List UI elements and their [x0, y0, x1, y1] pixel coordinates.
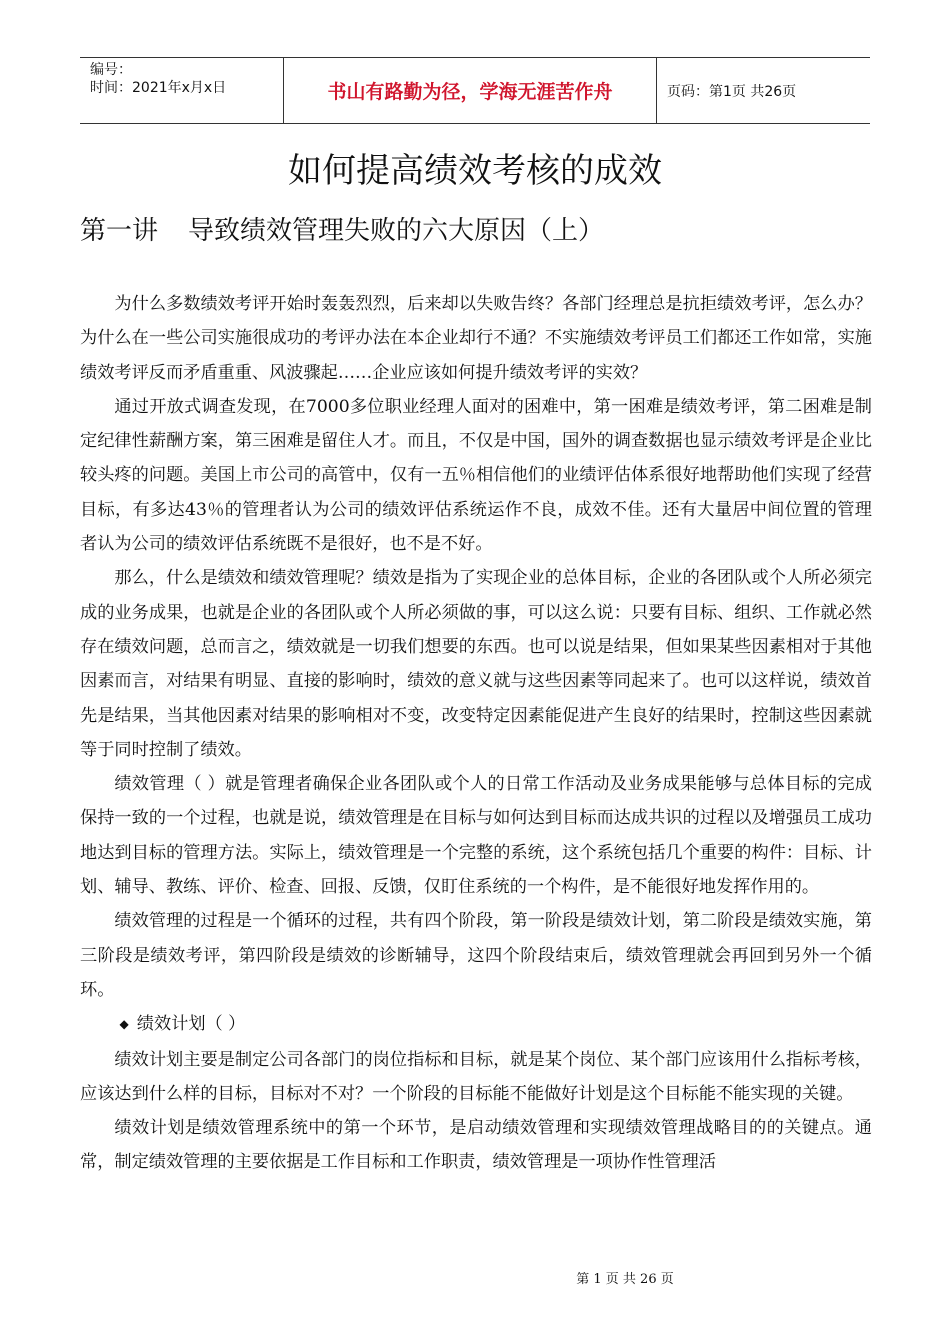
document-body [80, 287, 872, 1180]
paragraph: 通过开放式调查发现，在7000多位职业经理人面对的困难中，第一困难是绩效考评，第二困难是制定纪律性薪酬方案，第三困难是留住人才。而且，不仅是中国，国外的调查数据也显示绩效考评是企业比较头疼的问题。美国上市公司的高管中，仅有一五％相信他们的业绩评估体系很好地帮助他们实现了经营目标，有多达43％的管理者认为公司的绩效评估系统运作不良，成效不佳。还有大量居中间位置的管理者认为公司的绩效评估系统既不是很好，也不是不好。 [80, 396, 872, 555]
bullet-item [80, 1007, 872, 1042]
lecture-number: 第一讲 [80, 216, 159, 246]
paragraph: 绩效管理（ ）就是管理者确保企业各团队或个人的日常工作活动及业务成果能够与总体目标的完成保持一致的一个过程，也就是说，绩效管理是在目标与如何达到目标而达成共识的过程以及增强员工成功地达到目标的管理方法。实际上，绩效管理是一个完整的系统，这个系统包括几个重要的构件：目标、计划、辅导、教练、评价、检查、回报、反馈，仅盯住系统的一个构件，是不能很好地发挥作用的。 [80, 774, 872, 898]
bullet-text: 绩效计划（ ） [136, 1014, 246, 1035]
paragraph: 为什么多数绩效考评开始时轰轰烈烈，后来却以失败告终？各部门经理总是抗拒绩效考评，怎么办？为什么在一些公司实施很成功的考评办法在本企业却行不通？不实施绩效考评员工们都还工作如常，实施绩效考评反而矛盾重重、风波骤起……企业应该如何提升绩效考评的实效？ [80, 294, 872, 383]
diamond-bullet-icon: ◆ [119, 1017, 129, 1032]
paragraph: 绩效计划主要是制定公司各部门的岗位指标和目标，就是某个岗位、某个部门应该用什么指标考核，应该达到什么样的目标，目标对不对？一个阶段的目标能不能做好计划是这个目标能不能实现的关键。 [80, 1049, 872, 1104]
header-motto: 书山有路勤为径，学海无涯苦作舟 [283, 58, 657, 123]
page-footer: 第 1 页 共 26 页 [576, 1272, 674, 1287]
header-meta [80, 58, 283, 123]
lecture-heading [80, 212, 870, 250]
document-title: 如何提高绩效考核的成效 [288, 151, 662, 191]
page-header [80, 57, 870, 124]
time-label: 时间：2021年x月x日 [90, 80, 227, 96]
number-label: 编号： [90, 62, 132, 78]
paragraph: 绩效计划是绩效管理系统中的第一个环节，是启动绩效管理和实现绩效管理战略目的的关键点。通常，制定绩效管理的主要依据是工作目标和工作职责，绩效管理是一项协作性管理活 [80, 1118, 872, 1173]
paragraph: 那么，什么是绩效和绩效管理呢？绩效是指为了实现企业的总体目标，企业的各团队或个人所必须完成的业务成果，也就是企业的各团队或个人所必须做的事，可以这么说：只要有目标、组织、工作就必然存在绩效问题，总而言之，绩效就是一切我们想要的东西。也可以说是结果，但如果某些因素相对于其他因素而言，对结果有明显、直接的影响时，绩效的意义就与这些因素等同起来了。也可以这样说，绩效首先是结果，当其他因素对结果的影响相对不变，改变特定因素能促进产生良好的结果时，控制这些因素就等于同时控制了绩效。 [80, 568, 872, 760]
lecture-title: 导致绩效管理失败的六大原因（上） [188, 216, 605, 246]
paragraph: 绩效管理的过程是一个循环的过程，共有四个阶段，第一阶段是绩效计划，第二阶段是绩效实施，第三阶段是绩效考评，第四阶段是绩效的诊断辅导，这四个阶段结束后，绩效管理就会再回到另外一个循环。 [80, 911, 872, 1000]
header-page-info: 页码：第1页 共26页 [667, 83, 797, 100]
